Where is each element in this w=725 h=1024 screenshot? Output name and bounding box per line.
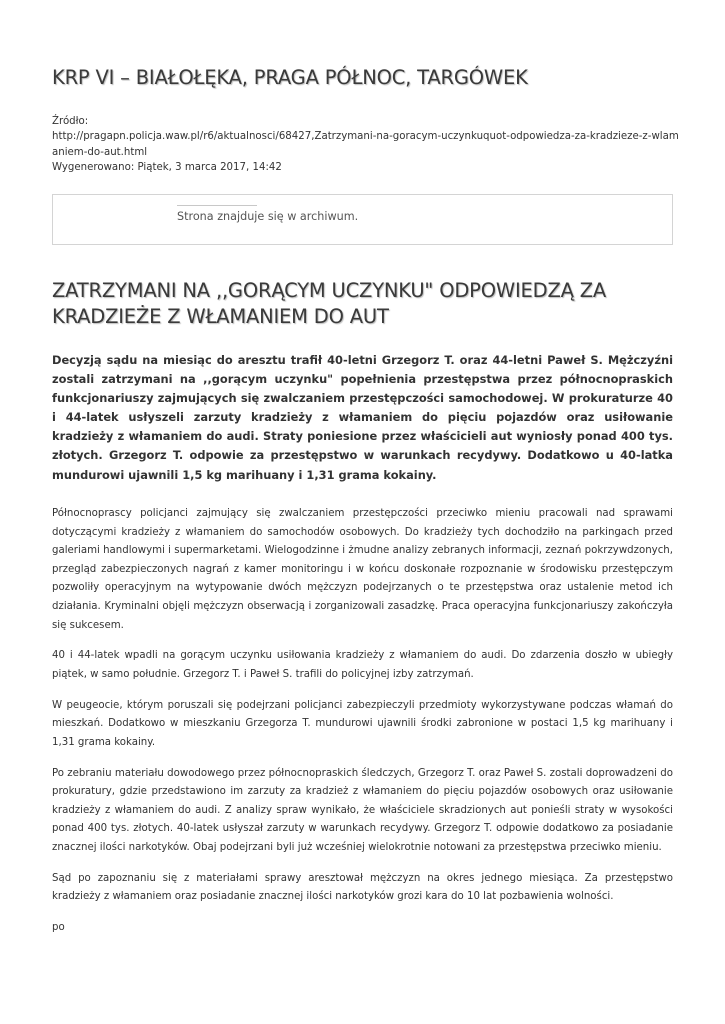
article-paragraph: W peugeocie, którym poruszali się podejrzani policjanci zabezpieczyli przedmioty wykorzystywane podczas włamań do mieszkań. Dodatkowo w mieszkaniu Grzegorza T. mundurowi ujawnili środki zabronione w postaci 1,5 kg marihuany i 1,31 grama kokainy.: [52, 699, 673, 748]
source-url[interactable]: http://pragapn.policja.waw.pl/r6/aktualnosci/68427,Zatrzymani-na-goracym-uczynkuquot-odpowiedza-za-kradzieze-z-wlamaniem-do-aut.html: [52, 131, 679, 158]
site-title: KRP VI – BIAŁOŁĘKA, PRAGA PÓŁNOC, TARGÓWEK: [52, 66, 528, 89]
article-paragraph: Sąd po zapoznaniu się z materiałami sprawy aresztował mężczyzn na okres jednego miesiąca. Za przestępstwo kradzieży z włamaniem oraz posiadanie znacznej ilości narkotyków grozi kara do 10 lat pozbawienia wolności.: [52, 872, 673, 903]
generated-date: Wygenerowano: Piątek, 3 marca 2017, 14:42: [52, 162, 282, 174]
source-meta: [52, 114, 682, 176]
article-paragraph: po: [52, 922, 65, 934]
article-lead: Decyzją sądu na miesiąc do aresztu trafił 40-letni Grzegorz T. oraz 44-letni Paweł S. Mężczyźni zostali zatrzymani na ,,gorącym uczynku" popełnienia przestępstwa przez północnopraskich funkcjonariuszy zajmujących się zwalczaniem przestępczości samochodowej. W prokuraturze 40 i 44-latek usłyszeli zarzuty kradzieży z włamaniem do pięciu pojazdów oraz usiłowanie kradzieży z włamaniem do audi. Straty poniesione przez właścicieli aut wyniosły ponad 400 tys. złotych. Grzegorz T. odpowie za przestępstwo w warunkach recydywy. Dodatkowo u 40-latka mundurowi ujawnili 1,5 kg marihuany i 1,31 grama kokainy.: [52, 353, 673, 482]
article-title: ZATRZYMANI NA ,,GORĄCYM UCZYNKU" ODPOWIEDZĄ ZA KRADZIEŻE Z WŁAMANIEM DO AUT: [52, 279, 607, 328]
archive-notice-box: [52, 194, 673, 245]
article-paragraph: 40 i 44-latek wpadli na gorącym uczynku usiłowania kradzieży z włamaniem do audi. Do zdarzenia doszło w ubiegły piątek, w samo południe. Grzegorz T. i Paweł S. trafili do policyjnej izby zatrzymań.: [52, 650, 673, 680]
article-body: [52, 505, 673, 950]
article-paragraph: Po zebraniu materiału dowodowego przez północnopraskich śledczych, Grzegorz T. oraz Paweł S. zostali doprowadzeni do prokuratury, gdzie przedstawiono im zarzuty za kradzież z włamaniem do pięciu pojazdów osobowych oraz usiłowanie kradzieży z włamaniem do audi. Z analizy spraw wynikało, że właściciele skradzionych aut ponieśli straty w wysokości ponad 400 tys. złotych. 40-latek usłyszał zarzuty w warunkach recydywy. Grzegorz T. odpowie dodatkowo za posiadanie znacznej ilości narkotyków. Obaj podejrzani byli już wcześniej wielokrotnie notowani za przestępstwa przeciwko mieniu.: [52, 767, 673, 854]
archive-divider: [177, 205, 257, 206]
archive-notice: Strona znajduje się w archiwum.: [177, 210, 359, 223]
source-label: Źródło:: [52, 116, 89, 127]
article-paragraph: Północnoprascy policjanci zajmujący się zwalczaniem przestępczości przeciwko mieniu pracowali nad sprawami dotyczącymi kradzieży z włamaniem do samochodów osobowych. Do kradzieży tych dochodziło na parkingach przed galeriami handlowymi i supermarketami. Wielogodzinne i żmudne analizy zebranych informacji, zeznań pokrzywdzonych, przegląd zabezpieczonych nagrań z kamer monitoringu i w końcu doskonałe rozpoznanie w środowisku przestępczym pozwoliły operacyjnym na wytypowanie dwóch mężczyzn podejrzanych o te przestępstwa oraz ustalenie metod ich działania. Kryminalni objęli mężczyzn obserwacją i zorganizowali zasadzkę. Praca operacyjna funkcjonariuszy zakończyła się sukcesem.: [52, 508, 673, 631]
